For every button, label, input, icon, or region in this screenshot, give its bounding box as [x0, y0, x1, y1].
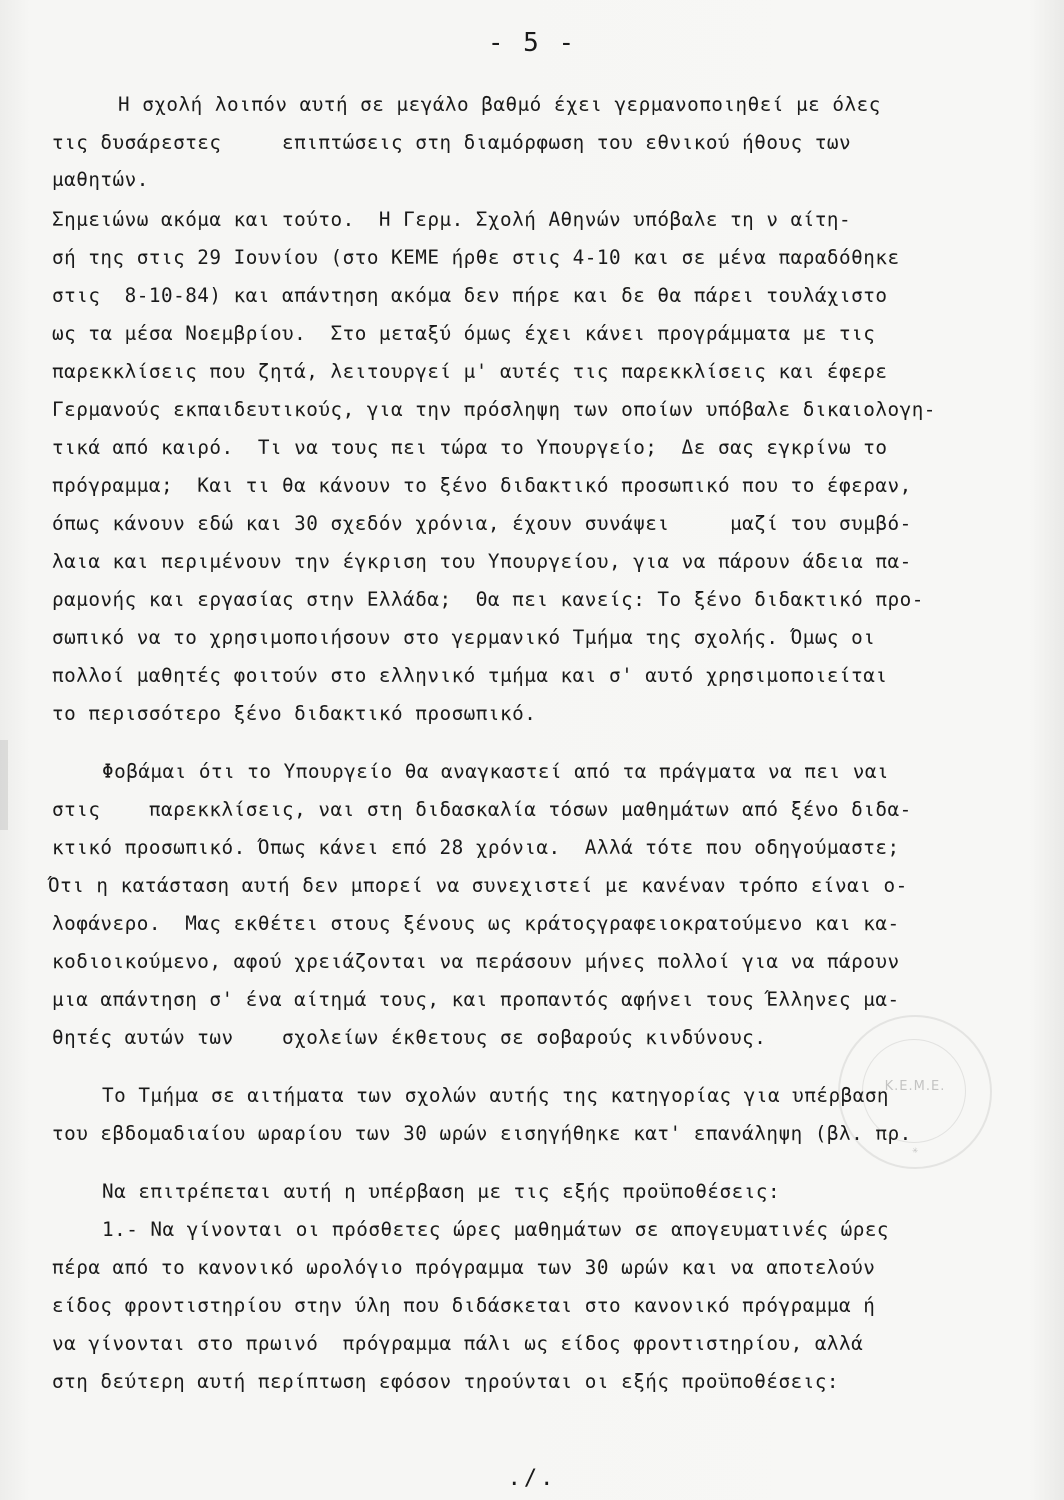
scan-edge-shadow [0, 740, 8, 830]
text-line: Σημειώνω ακόμα και τούτο. Η Γερμ. Σχολή Αθηνών υπόβαλε τη ν αίτη- [52, 208, 852, 231]
text-line: το περισσότερο ξένο διδακτικό προσωπικό. [52, 702, 537, 725]
archive-stamp [838, 1015, 992, 1169]
text-line: λοφάνερο. Μας εκθέτει στους ξένους ως κράτοςγραφειοκρατούμενο και κα- [52, 912, 900, 935]
text-line: Το Τμήμα σε αιτήματα των σχολών αυτής της κατηγορίας για υπέρβαση [102, 1084, 890, 1107]
text-line: Φοβάμαι ότι το Υπουργείο θα αναγκαστεί από τα πράγματα να πει ναι [102, 760, 890, 783]
text-line: Η σχολή λοιπόν αυτή σε μεγάλο βαθμό έχει γερμανοποιηθεί με όλες [118, 93, 881, 116]
page-number: - 5 - [487, 28, 577, 58]
text-line: σή της στις 29 Ιουνίου (στο ΚΕΜΕ ήρθε στις 4-10 και σε μένα παραδόθηκε [52, 246, 900, 269]
stamp-star-icon: ✳ [911, 1145, 919, 1156]
text-line: σωπικό να το χρησιμοποιήσουν στο γερμανικό Τμήμα της σχολής. Όμως οι [52, 626, 876, 649]
text-line: ως τα μέσα Νοεμβρίου. Στο μεταξύ όμως έχει κάνει προγράμματα με τις [52, 322, 876, 345]
text-line: 1.- Να γίνονται οι πρόσθετες ώρες μαθημάτων σε απογευματινές ώρες [102, 1218, 890, 1241]
text-line: όπως κάνουν εδώ και 30 σχεδόν χρόνια, έχουν συνάψει μαζί του συμβό- [52, 512, 912, 535]
text-line: Γερμανούς εκπαιδευτικούς, για την πρόσληψη των οποίων υπόβαλε δικαιολογη- [52, 398, 936, 421]
continuation-mark: ./. [507, 1466, 557, 1491]
text-line: στις 8-10-84) και απάντηση ακόμα δεν πήρε και δε θα πάρει τουλάχιστο [52, 284, 888, 307]
text-line: κοδιοικούμενο, αφού χρειάζονται να περάσουν μήνες πολλοί για να πάρουν [52, 950, 900, 973]
text-line: μαθητών. [52, 168, 149, 191]
text-line: τικά από καιρό. Τι να τους πει τώρα το Υπουργείο; Δε σας εγκρίνω το [52, 436, 888, 459]
text-line: Να επιτρέπεται αυτή η υπέρβαση με τις εξής προϋποθέσεις: [102, 1180, 781, 1203]
text-line: πέρα από το κανονικό ωρολόγιο πρόγραμμα των 30 ωρών και να αποτελούν [52, 1256, 876, 1279]
text-line: στη δεύτερη αυτή περίπτωση εφόσον τηρούνται οι εξής προϋποθέσεις: [52, 1370, 840, 1393]
text-line: λαια και περιμένουν την έγκριση του Υπουργείου, για να πάρουν άδεια πα- [52, 550, 912, 573]
stamp-text: Κ.Ε.Μ.Ε. [884, 1079, 946, 1094]
text-line: στις παρεκκλίσεις, ναι στη διδασκαλία τόσων μαθημάτων από ξένο διδα- [52, 798, 912, 821]
text-line: θητές αυτών των σχολείων έκθετους σε σοβαρούς κινδύνους. [52, 1026, 767, 1049]
text-line: τις δυσάρεστες επιπτώσεις στη διαμόρφωση του εθνικού ήθους των [52, 131, 852, 154]
text-line: ραμονής και εργασίας στην Ελλάδα; Θα πει κανείς: Το ξένο διδακτικό προ- [52, 588, 924, 611]
text-line: παρεκκλίσεις που ζητά, λειτουργεί μ' αυτές τις παρεκκλίσεις και έφερε [52, 360, 888, 383]
text-line: να γίνονται στο πρωινό πρόγραμμα πάλι ως είδος φροντιστηρίου, αλλά [52, 1332, 864, 1355]
text-line: πρόγραμμα; Και τι θα κάνουν το ξένο διδακτικό προσωπικό που το έφεραν, [52, 474, 912, 497]
text-line: μια απάντηση σ' ένα αίτημά τους, και προπαντός αφήνει τους Έλληνες μα- [52, 988, 900, 1011]
text-line: είδος φροντιστηρίου στην ύλη που διδάσκεται στο κανονικό πρόγραμμα ή [52, 1294, 876, 1317]
text-line: κτικό προσωπικό. Όπως κάνει επό 28 χρόνια. Αλλά τότε που οδηγούμαστε; [52, 836, 900, 859]
text-line: πολλοί μαθητές φοιτούν στο ελληνικό τμήμα και σ' αυτό χρησιμοποιείται [52, 664, 888, 687]
text-line: Ότι η κατάσταση αυτή δεν μπορεί να συνεχιστεί με κανέναν τρόπο είναι ο- [48, 874, 908, 897]
text-line: του εβδομαδιαίου ωραρίου των 30 ωρών εισηγήθηκε κατ' επανάληψη (βλ. πρ. [52, 1122, 912, 1145]
